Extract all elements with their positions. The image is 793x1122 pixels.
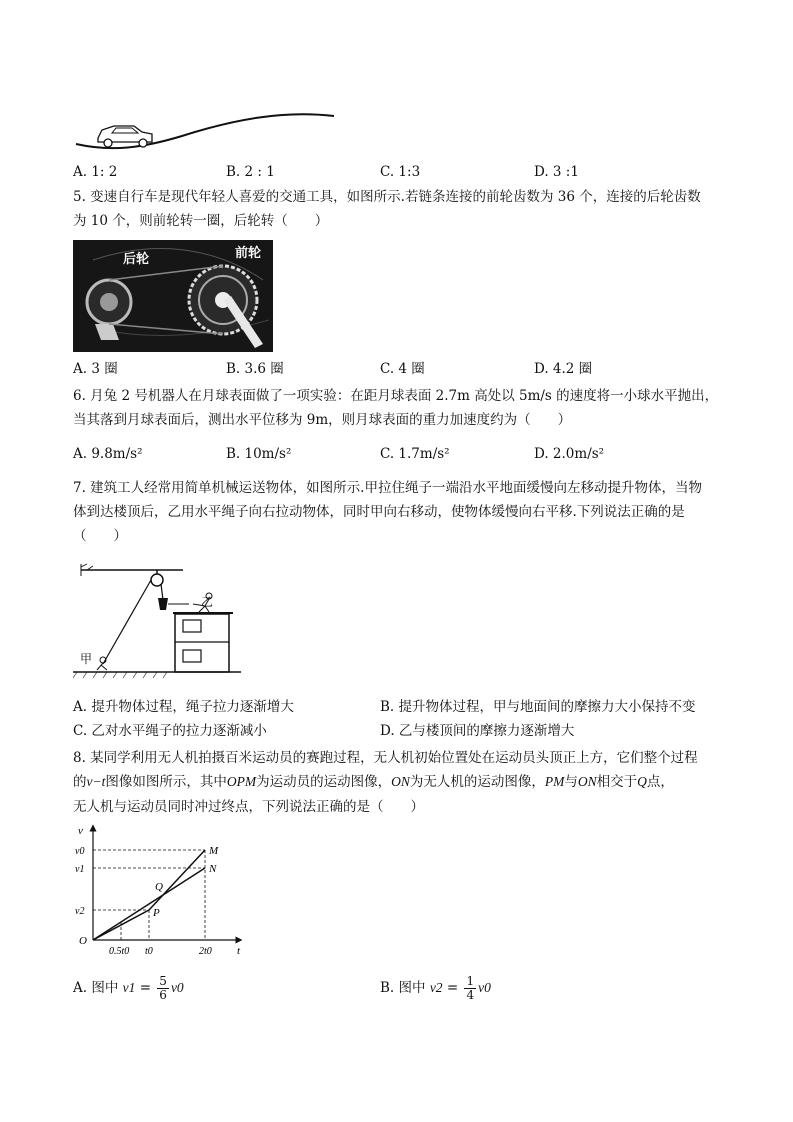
load-bucket-icon — [158, 598, 168, 610]
label-v2: v2 — [75, 906, 85, 917]
label-M: M — [209, 845, 219, 857]
label-v: v — [78, 825, 83, 837]
bicycle-gear-photo — [73, 240, 273, 352]
label-yi: 乙 — [201, 595, 214, 609]
q4-option-b[interactable]: B. 2 : 1 — [226, 164, 275, 180]
photo-label-front: 前轮 — [235, 246, 262, 261]
car-road-figure — [72, 102, 342, 154]
line-ON — [93, 868, 205, 940]
q4-option-a[interactable]: A. 1: 2 — [73, 164, 118, 180]
q8-option-b[interactable]: B. 图中 v2 = $\frac{1}{4}$ v0 — [380, 974, 491, 1002]
q6-option-d[interactable]: D. 2.0m/s² — [534, 446, 605, 462]
q7-stem-line2: 体到达楼顶后，乙用水平绳子向右拉动物体，同时甲向右移动，使物体缓慢向右平移.下列说法正确的是 — [73, 504, 685, 520]
q5-option-c[interactable]: C. 4 圈 — [380, 361, 425, 377]
q5-option-a[interactable]: A. 3 圈 — [73, 361, 118, 377]
q7-option-a[interactable]: A. 提升物体过程，绳子拉力逐渐增大 — [73, 699, 294, 715]
q6-stem-line1: 6. 月兔 2 号机器人在月球表面做了一项实验：在距月球表面 2.7m 高处以 5m/s 的速度将一小球水平抛出， — [73, 388, 719, 404]
q6-stem-line2: 当其落到月球表面后，测出水平位移为 9m，则月球表面的重力加速度约为（ ） — [73, 412, 572, 428]
label-O: O — [79, 935, 87, 947]
label-v1: v1 — [75, 864, 85, 875]
label-t0: t0 — [145, 946, 153, 957]
label-t: t — [237, 945, 241, 957]
photo-label-rear: 后轮 — [123, 252, 150, 267]
q5-option-b[interactable]: B. 3.6 圈 — [226, 361, 284, 377]
q8-stem-line2: 的v−t图像如图所示，其中OPM为运动员的运动图像，ON为无人机的运动图像，PM与ON相交于Q点， — [73, 774, 674, 790]
vt-graph — [73, 822, 253, 962]
q7-option-d[interactable]: D. 乙与楼顶间的摩擦力逐渐增大 — [380, 723, 575, 739]
label-N: N — [209, 863, 217, 875]
label-0.5t0: 0.5t0 — [109, 946, 130, 957]
q7-option-c[interactable]: C. 乙对水平绳子的拉力逐渐减小 — [73, 723, 267, 739]
label-P: P — [153, 907, 160, 919]
q8-stem-line1: 8. 某同学利用无人机拍摄百米运动员的赛跑过程，无人机初始位置处在运动员头顶正上方，它们整个过程 — [73, 750, 698, 766]
q5-stem-line1: 5. 变速自行车是现代年轻人喜爱的交通工具，如图所示.若链条连接的前轮齿数为 36 个，连接的后轮齿数 — [73, 189, 701, 205]
worker-jia-icon — [97, 657, 107, 670]
label-2t0: 2t0 — [199, 946, 212, 957]
q8-option-a[interactable]: A. 图中 v1 = $\frac{5}{6}$ v0 — [73, 974, 184, 1002]
label-Q: Q — [155, 881, 163, 893]
label-jia: 甲 — [80, 652, 93, 666]
q7-stem-line1: 7. 建筑工人经常用简单机械运送物体，如图所示.甲拉住绳子一端沿水平地面缓慢向左移动提升物体，当物 — [73, 480, 702, 496]
q6-option-c[interactable]: C. 1.7m/s² — [380, 446, 450, 462]
pulley-building-figure — [73, 560, 243, 684]
q7-stem-line3: （ ） — [73, 528, 127, 544]
q5-option-d[interactable]: D. 4.2 圈 — [534, 361, 593, 377]
line-PM — [149, 850, 205, 910]
car-icon — [98, 126, 152, 147]
q6-option-a[interactable]: A. 9.8m/s² — [73, 446, 143, 462]
q5-stem-line2: 为 10 个，则前轮转一圈，后轮转（ ） — [73, 213, 329, 229]
q4-option-d[interactable]: D. 3 :1 — [534, 164, 579, 180]
q8-stem-line3: 无人机与运动员同时冲过终点，下列说法正确的是（ ） — [73, 799, 424, 815]
q7-option-b[interactable]: B. 提升物体过程，甲与地面间的摩擦力大小保持不变 — [380, 699, 696, 715]
q6-option-b[interactable]: B. 10m/s² — [226, 446, 292, 462]
label-v0: v0 — [75, 846, 85, 857]
q4-option-c[interactable]: C. 1:3 — [380, 164, 421, 180]
